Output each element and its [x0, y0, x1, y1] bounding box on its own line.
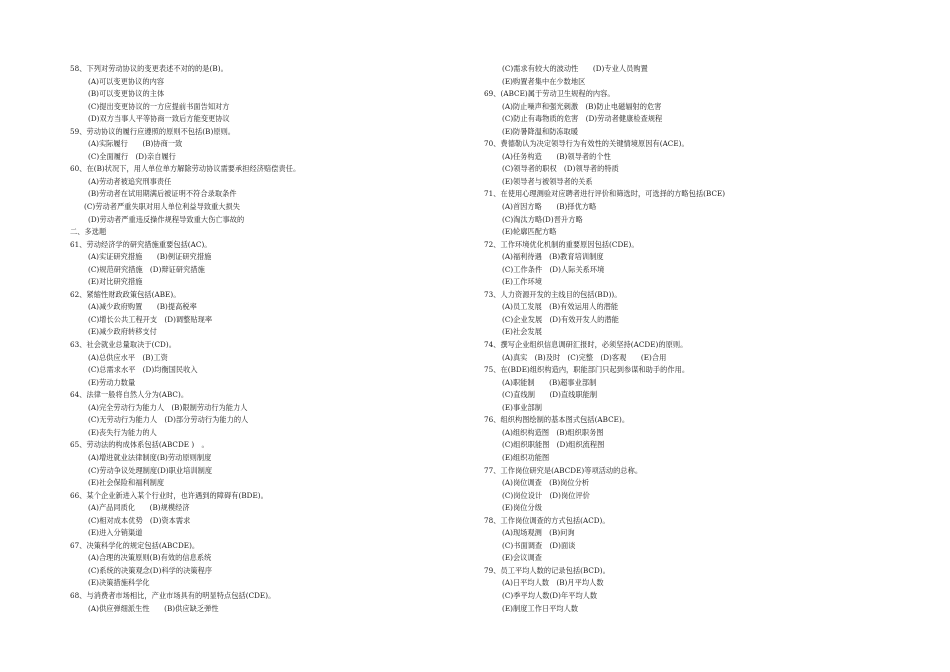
option-line: (E)会议调查 [502, 553, 542, 563]
option-line: (A)现场观测 (B)问询 [502, 528, 575, 538]
option-line: (E)制度工作日平均人数 [502, 603, 579, 613]
option-line: (E)对比研究措施 [88, 277, 143, 287]
option-line: (C)直线制 (D)直线职能制 [502, 390, 598, 400]
question-line: 75、在(BDE)组织构造内，职能部门只起到参谋和助手的作用。 [484, 365, 690, 375]
option-line: (E)工作环境 [502, 277, 542, 287]
question-line: 65、劳动法的构成体系包括(ABCDE ) 。 [70, 440, 209, 450]
question-line: 67、决策科学化的规定包括(ABCDE)。 [70, 540, 200, 550]
right-column [484, 63, 904, 615]
option-line: (C)提出变更协议的一方应提前书面告知对方 [88, 101, 230, 111]
option-line: (C)劳动者严重失职对用人单位利益导致重大损失 [84, 202, 241, 212]
option-line: (C)无劳动行为能力人 (D)部分劳动行为能力的人 [88, 415, 249, 425]
question-line: 68、与消费者市场相比，产业市场具有的明显特点包括(CDE)。 [70, 590, 276, 600]
option-line: (A)实证研究措施 (B)例证研究措施 [88, 252, 212, 262]
question-line: 二、多选题 [70, 227, 107, 237]
option-line: (C)组织职能图 (D)组织流程图 [502, 440, 605, 450]
question-line: 66、某个企业新进入某个行业时，也许遇到的障碍有(BDE)。 [70, 490, 268, 500]
option-line: (E)决策措施科学化 [88, 578, 150, 588]
option-line: (C)全面履行 (D)亲自履行 [88, 151, 176, 161]
option-line: (A)首因方略 (B)择优方略 [502, 202, 597, 212]
option-line: (B)劳动者在试用期满后被证明不符合录取条件 [88, 189, 237, 199]
option-line: (A)劳动者被追究刑事责任 [88, 176, 172, 186]
option-line: (E)丧失行为能力的人 [88, 427, 157, 437]
question-line: 70、费德勒认为决定领导行为有效性的关键情境原因有(ACE)。 [484, 139, 689, 149]
question-line: 77、工作岗位研究是(ABCDE)等项活动的总称。 [484, 465, 643, 475]
option-line: (E)社会发展 [502, 327, 542, 337]
question-line: 69、(ABCE)属于劳动卫生规程的内容。 [484, 89, 615, 99]
option-line: (C)相对成本优势 (D)资本需求 [88, 515, 191, 525]
option-line: (A)可以变更协议的内容 [88, 76, 165, 86]
option-line: (C)规范研究措施 (D)辩证研究措施 [88, 264, 205, 274]
option-line: (A)减少政府购置 (B)提高税率 [88, 302, 197, 312]
option-line: (A)真实 (B)及时 (C)完整 (D)客观 (E)合用 [502, 352, 667, 362]
option-line: (A)总供应水平 (B)工资 [88, 352, 168, 362]
option-line: (A)任务构造 (B)领导者的个性 [502, 151, 611, 161]
option-line: (C)系统的决策观念(D)科学的决策程序 [88, 565, 213, 575]
option-line: (D)劳动者严重违反操作规程导致重大伤亡事故的 [88, 214, 245, 224]
option-line: (E)减少政府转移支付 [88, 327, 157, 337]
question-line: 73、人力资源开发的主线目的包括(BD))。 [484, 289, 622, 299]
question-line: 60、在(B)状况下，用人单位单方解除劳动协议需要承担经济赔偿责任。 [70, 164, 301, 174]
question-line: 72、工作环境优化机制的重要原因包括(CDE)。 [484, 239, 639, 249]
option-line: (C)防止有毒物质的危害 (D)劳动者健康检查规程 [502, 114, 663, 124]
option-line: (E)事业部制 [502, 402, 542, 412]
option-line: (C)领导者的职权 (D)领导者的特质 [502, 164, 619, 174]
option-line: (E)防暑降温和防冻取暖 [502, 126, 579, 136]
option-line: (A)组织构造图 (B)组织职务图 [502, 427, 604, 437]
option-line: (E)购置者集中在少数地区 [502, 76, 586, 86]
option-line: (C)劳动争议处理制度(D)职业培训制度 [88, 465, 213, 475]
question-line: 64、法律一般将自然人分为(ABC)。 [70, 390, 189, 400]
option-line: (A)员工发展 (B)有效运用人的潜能 [502, 302, 619, 312]
option-line: (A)完全劳动行为能力人 (B)限制劳动行为能力人 [88, 402, 248, 412]
question-line: 58、下列对劳动协议的变更表述不对的的是(B)。 [70, 64, 228, 73]
option-line: (C)增长公共工程开支 (D)调整贴现率 [88, 314, 213, 324]
option-line: (A)增进就业法律制度(B)劳动原则制度 [88, 452, 212, 462]
option-line: (E)组织功能图 [502, 452, 550, 462]
question-line: 76、组织构图绘制的基本图式包括(ABCE)。 [484, 415, 630, 425]
option-line: (A)职能制 (B)超事业部制 [502, 377, 597, 387]
option-line: (A)合理的决策原则(B)有效的信息系统 [88, 553, 212, 563]
option-line: (C)季平均人数(D)年平均人数 [502, 590, 598, 600]
option-line: (E)岗位分级 [502, 503, 542, 513]
option-line: (E)轮廓匹配方略 [502, 227, 557, 237]
left-column [70, 63, 470, 615]
question-line: 62、紧缩性财政政策包括(ABE)。 [70, 289, 181, 299]
option-line: (E)领导者与被领导者的关系 [502, 176, 593, 186]
option-line: (A)岗位调查 (B)岗位分析 [502, 478, 590, 488]
option-line: (E)社会保险和福利制度 [88, 478, 165, 488]
option-line: (B)可以变更协议的主体 [88, 89, 165, 99]
option-line: (C)企业发展 (D)有效开发人的潜能 [502, 314, 619, 324]
question-line: 74、撰写企业组织信息调研汇报时，必须坚持(ACDE)的原则。 [484, 340, 688, 350]
option-line: (E)劳动力数量 [88, 377, 136, 387]
option-line: (A)日平均人数 (B)月平均人数 [502, 578, 604, 588]
option-line: (A)福利待遇 (B)教育培训制度 [502, 252, 604, 262]
option-line: (C)岗位设计 (D)岗位评价 [502, 490, 590, 500]
question-line: 61、劳动经济学的研究措施重要包括(AC)。 [70, 239, 212, 249]
question-line: 59、劳动协议的履行应遵照的原则不包括(B)原则。 [70, 126, 236, 136]
option-line: (C)总需求水平 (D)均衡国民收入 [88, 365, 198, 375]
question-line: 63、社会就业总量取决于(CD)。 [70, 340, 176, 350]
option-line: (C)淘汰方略(D)晋升方略 [502, 214, 583, 224]
option-line: (C)需求有较大的波动性 (D)专业人员购置 [502, 64, 648, 73]
question-line: 79、员工平均人数的记录包括(BCD)。 [484, 565, 610, 575]
option-line: (A)实际履行 (B)协商一致 [88, 139, 183, 149]
question-line: 71、在使用心理测验对应聘者进行评价和筛选时，可选择的方略包括(BCE) [484, 189, 726, 199]
option-line: (A)供应弹细派生性 (B)供应缺乏弹性 [88, 603, 219, 613]
option-line: (C)工作条件 (D)人际关系环境 [502, 264, 605, 274]
option-line: (D)双方当事人平等协商一致后方能变更协议 [88, 114, 230, 124]
question-line: 78、工作岗位调查的方式包括(ACD)。 [484, 515, 610, 525]
option-line: (E)进入分销渠道 [88, 528, 143, 538]
option-line: (A)防止噪声和强光刺激 (B)防止电磁辐射的危害 [502, 101, 662, 111]
option-line: (A)产品同质化 (B)规模经济 [88, 503, 190, 513]
option-line: (C)书面调查 (D)面谈 [502, 540, 576, 550]
